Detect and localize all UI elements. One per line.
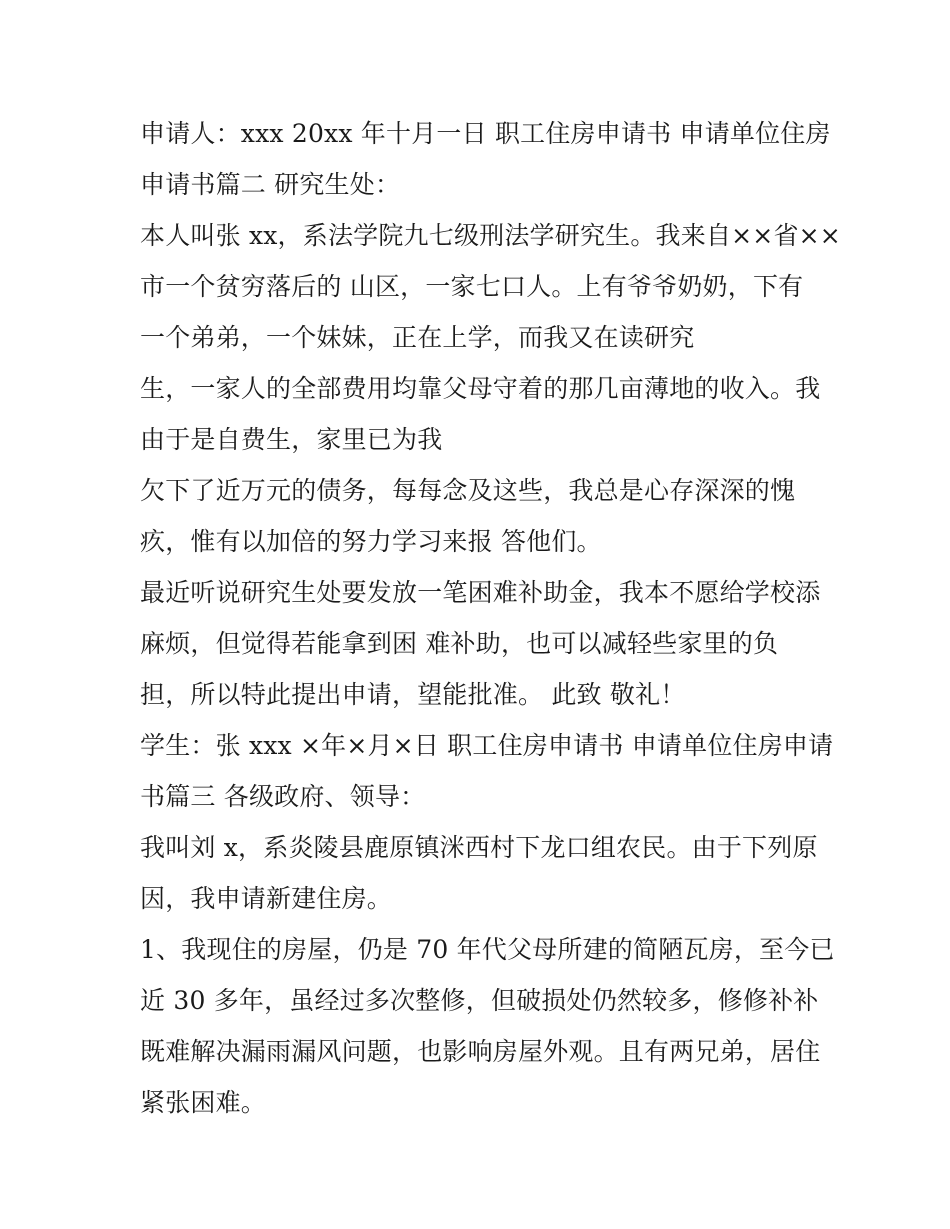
- text-line-18: 近 30 多年，虽经过多次整修，但破损处仍然较多，修修补补: [140, 986, 819, 1015]
- text-line-9: 疚，惟有以加倍的努力学习来报 答他们。: [140, 527, 602, 556]
- text-line-5: 一个弟弟，一个妹妹，正在上学，而我又在读研究: [140, 323, 695, 352]
- text-line-13: 学生：张 xxx ×年×月×日 职工住房申请书 申请单位住房申请: [140, 731, 834, 760]
- text-line-16: 因，我申请新建住房。: [140, 884, 393, 913]
- text-line-19: 既难解决漏雨漏风问题，也影响房屋外观。且有两兄弟，居住: [140, 1037, 821, 1066]
- text-line-2: 申请书篇二 研究生处：: [140, 170, 401, 199]
- text-line-17: 1、我现住的房屋，仍是 70 年代父母所建的简陋瓦房，至今已: [140, 935, 835, 964]
- text-line-11: 麻烦，但觉得若能拿到困 难补助，也可以减轻些家里的负: [140, 629, 779, 658]
- text-line-1: 申请人：xxx 20xx 年十月一日 职工住房申请书 申请单位住房: [140, 119, 831, 148]
- text-line-3: 本人叫张 xx，系法学院九七级刑法学研究生。我来自××省××: [140, 221, 841, 250]
- text-line-20: 紧张困难。: [140, 1088, 267, 1117]
- text-line-8: 欠下了近万元的债务，每每念及这些，我总是心存深深的愧: [140, 476, 796, 505]
- text-line-15: 我叫刘 x，系炎陵县鹿原镇洣西村下龙口组农民。由于下列原: [140, 833, 818, 862]
- text-line-4: 市一个贫穷落后的 山区，一家七口人。上有爷爷奶奶，下有: [140, 272, 804, 301]
- text-line-6: 生，一家人的全部费用均靠父母守着的那几亩薄地的收入。我: [140, 374, 821, 403]
- document-body: [140, 108, 841, 1128]
- text-line-7: 由于是自费生，家里已为我: [140, 425, 443, 454]
- text-line-12: 担，所以特此提出申请，望能批准。 此致 敬礼！: [140, 680, 686, 709]
- text-line-14: 书篇三 各级政府、领导：: [140, 782, 426, 811]
- text-line-10: 最近听说研究生处要发放一笔困难补助金，我本不愿给学校添: [140, 578, 821, 607]
